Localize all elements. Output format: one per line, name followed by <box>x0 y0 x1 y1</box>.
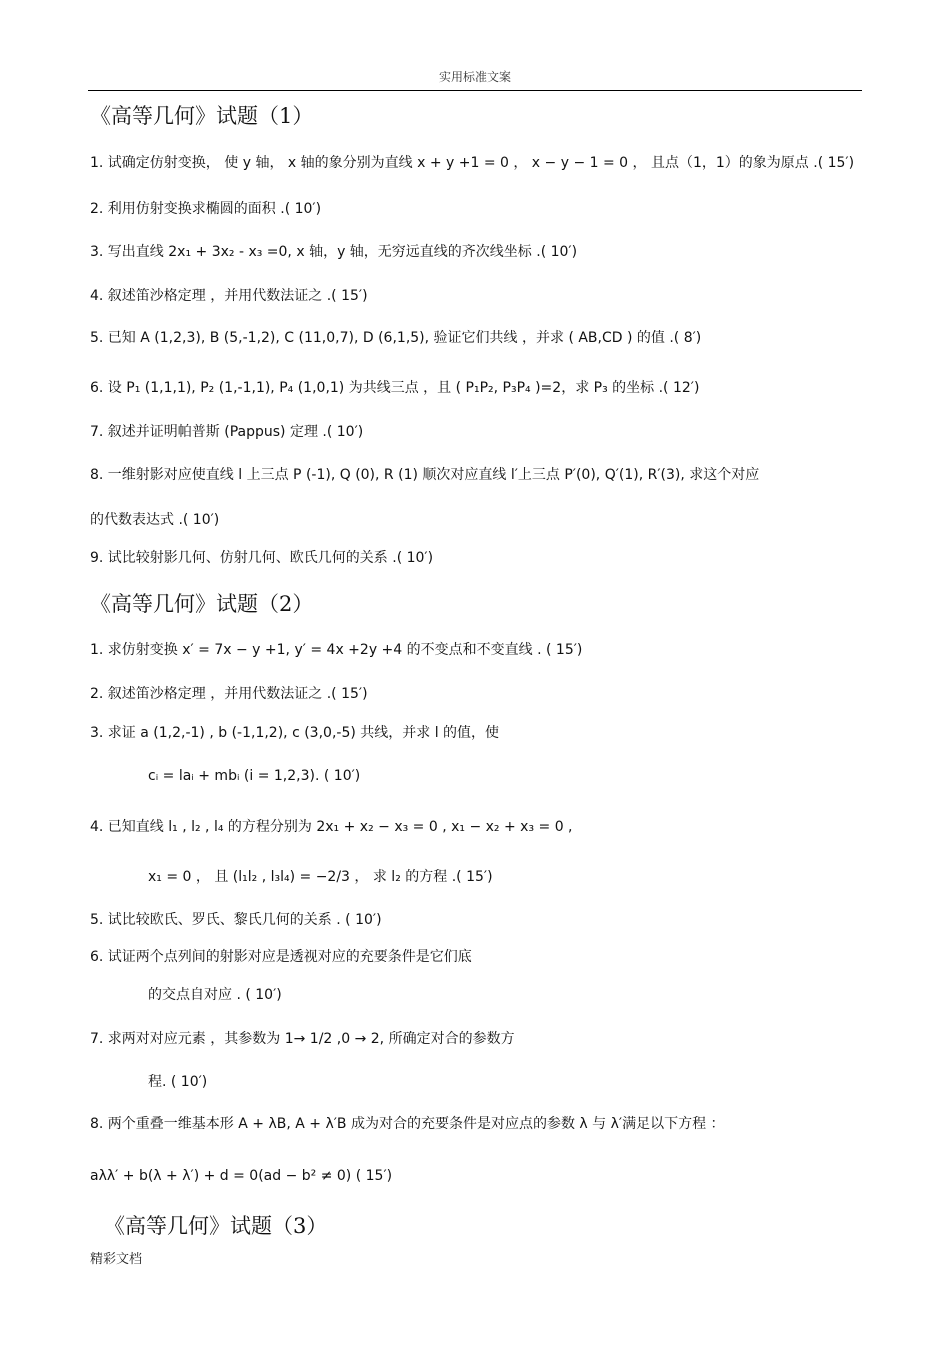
question-2-3-formula: cᵢ = laᵢ + mbᵢ (i = 1,2,3). ( 10′) <box>148 768 361 784</box>
question-2-7-continued: 程. ( 10′) <box>148 1074 208 1090</box>
question-2-4-continued: x₁ = 0 ， 且 (l₁l₂ , l₃l₄) = −2/3 ， 求 l₂ 的方程 .( 15′) <box>148 869 493 885</box>
question-1-8: 8. 一维射影对应使直线 l 上三点 P (-1), Q (0), R (1) 顺次对应直线 l′上三点 P′(0), Q′(1), R′(3), 求这个对应 <box>90 467 760 483</box>
question-1-8-continued: 的代数表达式 .( 10′) <box>90 512 220 528</box>
question-1-5: 5. 已知 A (1,2,3), B (5,-1,2), C (11,0,7), D (6,1,5), 验证它们共线 ，并求 ( AB,CD ) 的值 .( 8′) <box>90 330 702 346</box>
question-2-6: 6. 试证两个点列间的射影对应是透视对应的充要条件是它们底 <box>90 949 472 965</box>
question-1-1: 1. 试确定仿射变换， 使 y 轴， x 轴的象分别为直线 x + y +1 = 0 ， x − y − 1 = 0 ， 且点（1，1）的象为原点 .( 15′) <box>90 155 855 171</box>
question-1-6: 6. 设 P₁ (1,1,1), P₂ (1,-1,1), P₄ (1,0,1) 为共线三点 ，且 ( P₁P₂, P₃P₄ )=2，求 P₃ 的坐标 .( 12′) <box>90 380 700 396</box>
question-2-6-continued: 的交点自对应 . ( 10′) <box>148 987 282 1003</box>
section-title-1: 《高等几何》试题（1） <box>90 104 314 128</box>
page-header: 实用标准文案 <box>438 70 511 84</box>
question-1-9: 9. 试比较射影几何、仿射几何、欧氏几何的关系 .( 10′) <box>90 550 434 566</box>
question-2-1: 1. 求仿射变换 x′ = 7x − y +1, y′ = 4x +2y +4 的不变点和不变直线 . ( 15′) <box>90 642 583 658</box>
question-2-3: 3. 求证 a (1,2,-1) , b (-1,1,2), c (3,0,-5) 共线，并求 l 的值，使 <box>90 725 500 741</box>
question-2-2: 2. 叙述笛沙格定理 ，并用代数法证之 .( 15′) <box>90 686 368 702</box>
question-1-2: 2. 利用仿射变换求椭圆的面积 .( 10′) <box>90 201 322 217</box>
question-1-4: 4. 叙述笛沙格定理 ，并用代数法证之 .( 15′) <box>90 288 368 304</box>
question-1-3: 3. 写出直线 2x₁ + 3x₂ - x₃ =0, x 轴，y 轴，无穷远直线的齐次线坐标 .( 10′) <box>90 244 578 260</box>
question-2-7: 7. 求两对对应元素 ，其参数为 1→ 1/2 ,0 → 2, 所确定对合的参数方 <box>90 1031 515 1047</box>
header-divider <box>88 90 862 91</box>
question-1-7: 7. 叙述并证明帕普斯 (Pappus) 定理 .( 10′) <box>90 424 364 440</box>
section-title-2: 《高等几何》试题（2） <box>90 592 314 616</box>
section-title-3: 《高等几何》试题（3） <box>104 1214 328 1238</box>
question-2-8: 8. 两个重叠一维基本形 A + λB, A + λ′B 成为对合的充要条件是对应点的参数 λ 与 λ′满足以下方程 ： <box>90 1116 725 1132</box>
question-2-8-formula: aλλ′ + b(λ + λ′) + d = 0(ad − b² ≠ 0) ( 15′) <box>90 1168 393 1184</box>
question-2-4: 4. 已知直线 l₁ , l₂ , l₄ 的方程分别为 2x₁ + x₂ − x₃ = 0 , x₁ − x₂ + x₃ = 0 , <box>90 819 573 835</box>
page-footer: 精彩文档 <box>90 1252 143 1267</box>
question-2-5: 5. 试比较欧氏、罗氏、黎氏几何的关系 . ( 10′) <box>90 912 382 928</box>
